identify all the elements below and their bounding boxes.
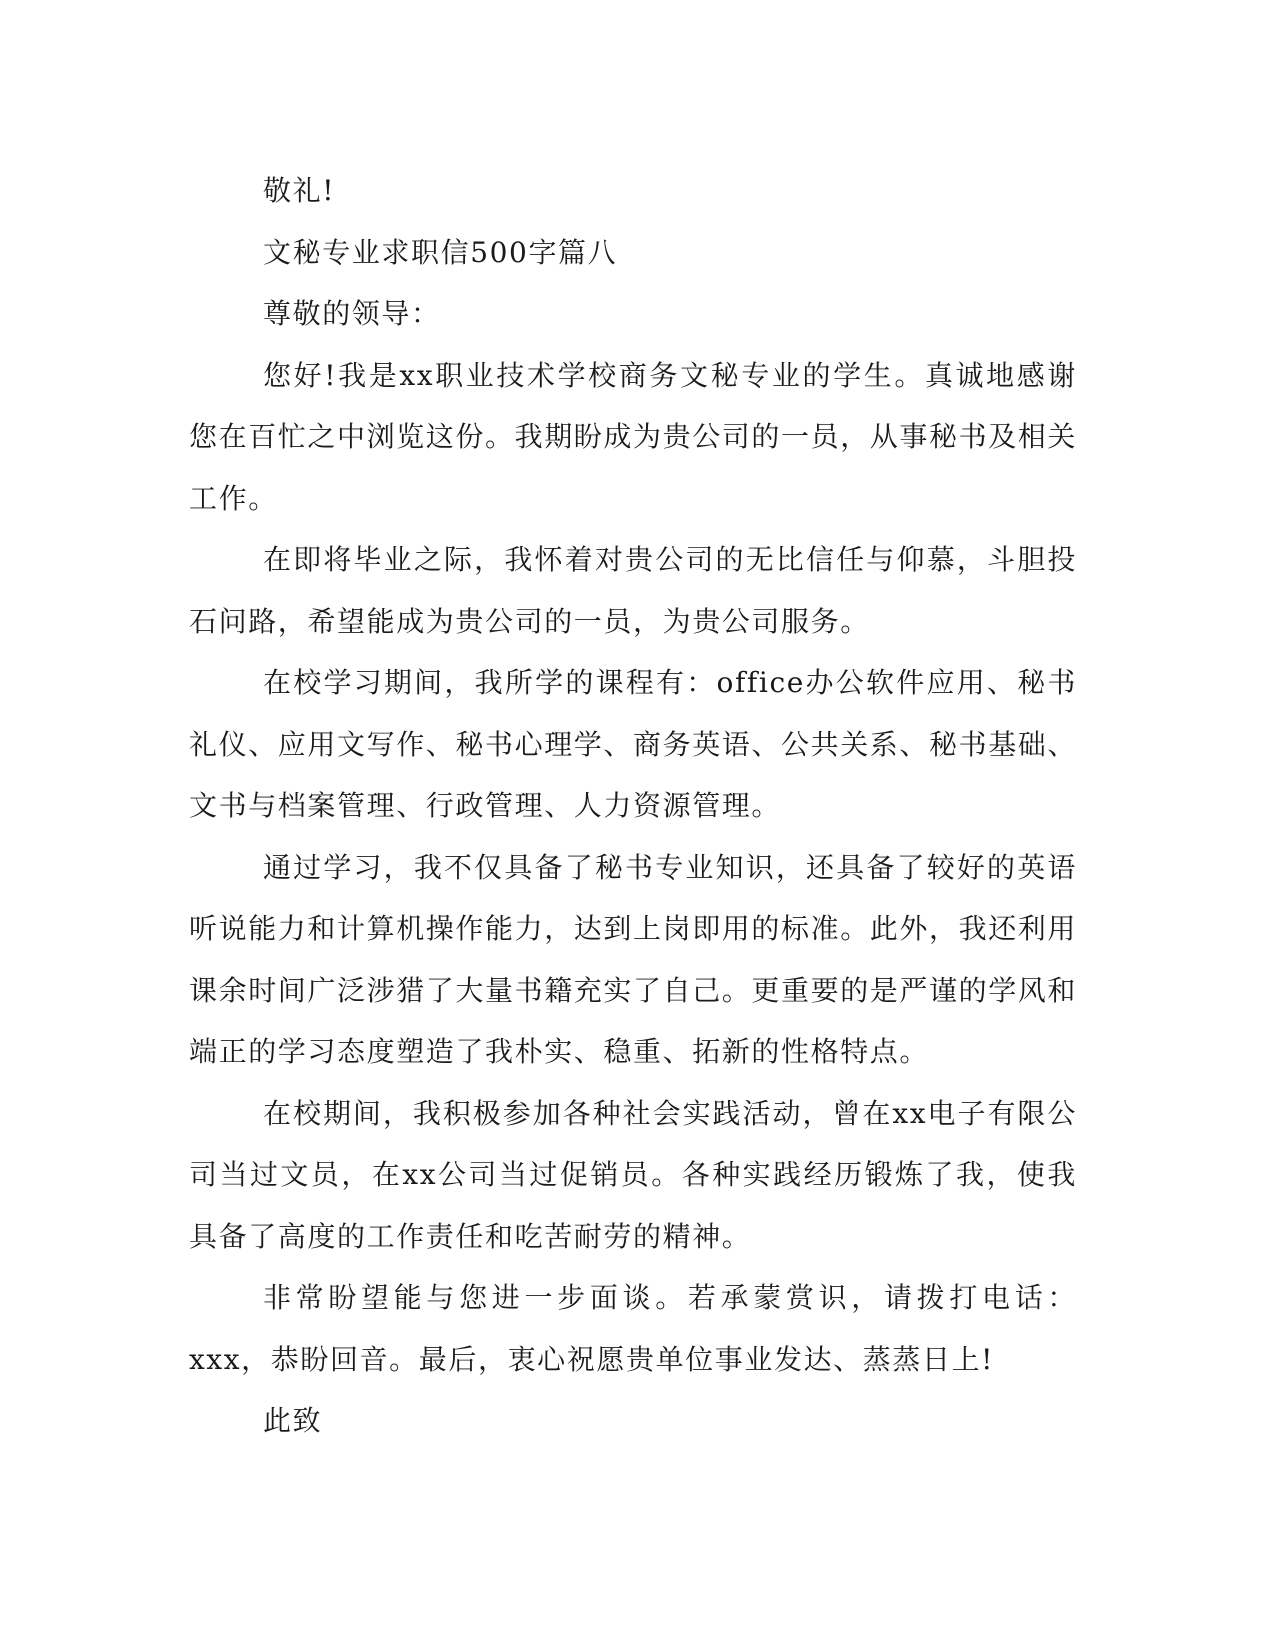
paragraph-intro: 您好!我是xx职业技术学校商务文秘专业的学生。真诚地感谢您在百忙之中浏览这份。我期盼成为贵公司的一员，从事秘书及相关工作。 (189, 358, 1078, 515)
letter-body (189, 160, 1077, 1452)
paragraph-intent: 在即将毕业之际，我怀着对贵公司的无比信任与仰慕，斗胆投石问路，希望能成为贵公司的一员，为贵公司服务。 (189, 543, 1077, 638)
paragraph-skills: 通过学习，我不仅具备了秘书专业知识，还具备了较好的英语听说能力和计算机操作能力，达到上岗即用的标准。此外，我还利用课余时间广泛涉猎了大量书籍充实了自己。更重要的是严谨的学风和端正的学习态度塑造了我朴实、稳重、拓新的性格特点。 (189, 850, 1078, 1068)
paragraph-contact: 非常盼望能与您进一步面谈。若承蒙赏识，请拨打电话：xxx，恭盼回音。最后，衷心祝愿贵单位事业发达、蒸蒸日上! (189, 1281, 1077, 1376)
closing-line: 此致 (263, 1404, 323, 1437)
paragraph-courses: 在校学习期间，我所学的课程有：office办公软件应用、秘书礼仪、应用文写作、秘书心理学、商务英语、公共关系、秘书基础、文书与档案管理、行政管理、人力资源管理。 (189, 666, 1078, 822)
section-heading: 文秘专业求职信500字篇八 (263, 235, 618, 269)
paragraph-experience: 在校期间，我积极参加各种社会实践活动，曾在xx电子有限公司当过文员，在xx公司当过促销员。各种实践经历锻炼了我，使我具备了高度的工作责任和吃苦耐劳的精神。 (189, 1096, 1077, 1253)
closing-salute: 敬礼! (263, 174, 336, 207)
greeting: 尊敬的领导： (263, 297, 441, 330)
